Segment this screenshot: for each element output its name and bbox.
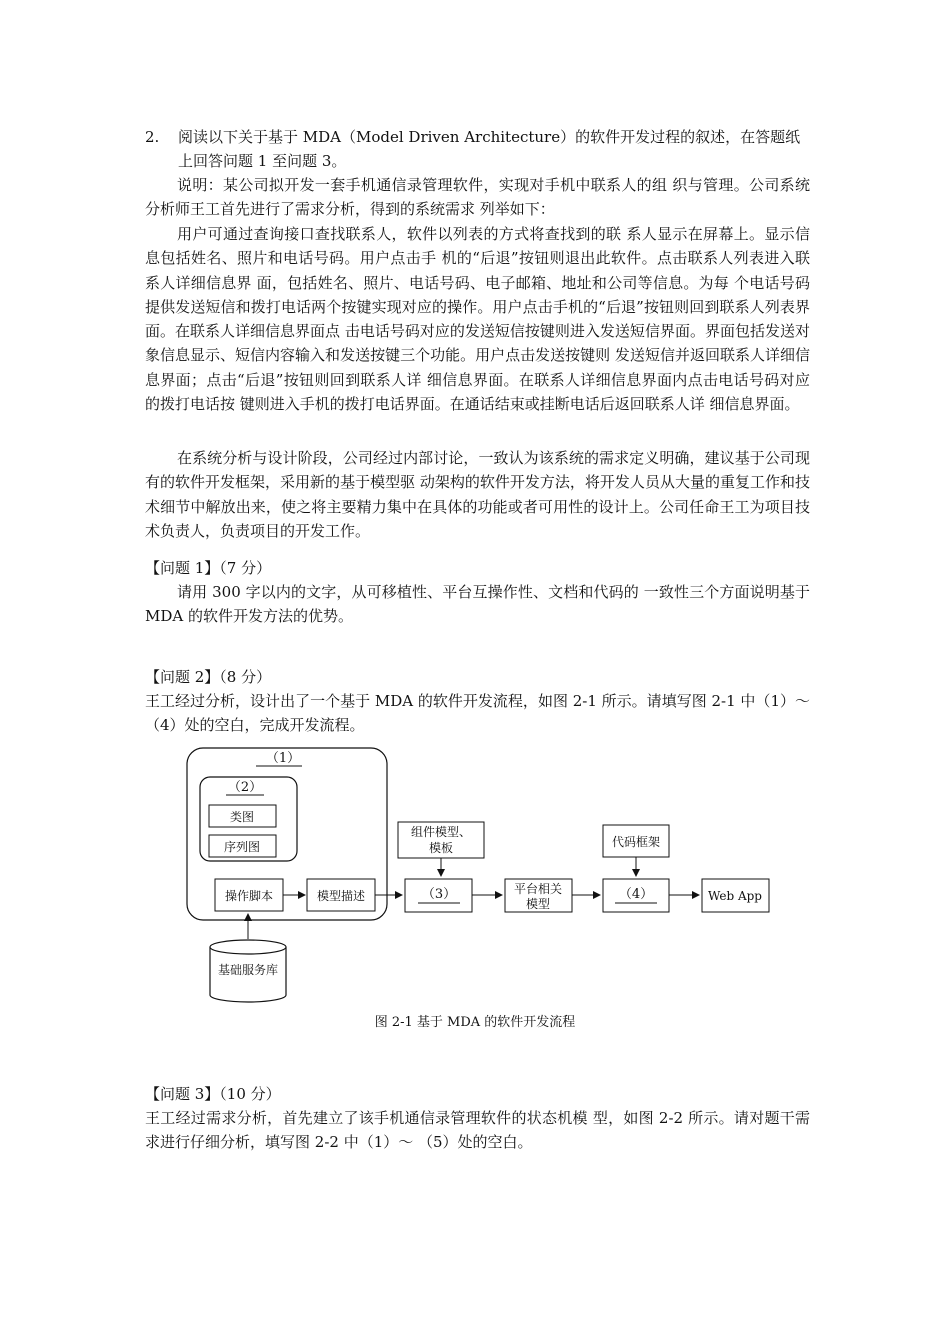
code-framework-label: 代码框架 [611, 835, 661, 849]
question-intro: 阅读以下关于基于 MDA（Model Driven Architecture）的软件开发过程的叙述，在答题纸上回答问题 1 至问题 3。 [178, 128, 801, 170]
sequence-diagram-label: 序列图 [223, 840, 261, 854]
question-2-text: 王工经过分析，设计出了一个基于 MDA 的软件开发流程，如图 2-1 所示。请填写图 2-1 中（1）～（4）处的空白，完成开发流程。 [145, 692, 810, 735]
platform-model-label-line1: 平台相关 [513, 882, 563, 896]
blank-3-label: （3） [421, 887, 457, 902]
blank-4-label: （4） [618, 887, 654, 902]
inner-blank-label: （2） [227, 780, 263, 795]
operation-script-label: 操作脚本 [224, 889, 274, 903]
component-model-label-line2: 模板 [428, 841, 454, 855]
figure-caption: 图 2-1 基于 MDA 的软件开发流程 [374, 1015, 576, 1030]
class-diagram-label: 类图 [229, 810, 255, 824]
mda-flow-diagram [180, 742, 780, 1007]
outer-blank-label: （1） [265, 751, 301, 766]
question-1-heading: 【问题 1】（7 分） [145, 559, 272, 577]
platform-model-label-line2: 模型 [525, 897, 551, 911]
question-3-heading: 【问题 3】（10 分） [145, 1085, 281, 1103]
question-1-text: 请用 300 字以内的文字，从可移植性、平台互操作性、文档和代码的 一致性三个方面说明基于 MDA 的软件开发方法的优势。 [145, 583, 810, 626]
question-3-text: 王工经过需求分析，首先建立了该手机通信录管理软件的状态机模 型，如图 2-2 所示。请对题干需求进行仔细分析，填写图 2-2 中（1）～ （5）处的空白。 [145, 1109, 810, 1152]
question-2-heading: 【问题 2】（8 分） [145, 668, 272, 686]
analysis-paragraph: 在系统分析与设计阶段，公司经过内部讨论，一致认为该系统的需求定义明确，建议基于公司现有的软件开发框架，采用新的基于模型驱 动架构的软件开发方法，将开发人员从大量的重复工作和技术细节中解放出来，使之将主要精力集中在具体的功能或者可用性的设计上。公司任命王工为项目技术负责人，负责项目的开发工作。 [145, 449, 810, 540]
component-model-label-line1: 组件模型、 [410, 825, 472, 839]
question-number: 2. [145, 128, 160, 146]
description-paragraph: 说明：某公司拟开发一套手机通信录管理软件，实现对手机中联系人的组 织与管理。公司系统分析师王工首先进行了需求分析，得到的系统需求 列举如下： [145, 176, 810, 219]
service-library-label: 基础服务库 [217, 963, 279, 977]
web-app-label: Web App [708, 889, 762, 903]
model-description-label: 模型描述 [316, 889, 366, 903]
requirements-paragraph: 用户可通过查询接口查找联系人，软件以列表的方式将查找到的联 系人显示在屏幕上。显示信息包括姓名、照片和电话号码。用户点击手 机的“后退”按钮则退出此软件。点击联系人列表进入联系人详细信息界 面，包括姓名、照片、电话号码、电子邮箱、地址和公司等信息。为每 个电话号码提供发送短信和拨打电话两个按键实现对应的操作。用户点击手机的“后退”按钮则回到联系人列表界面。在联系人详细信息界面点 击电话号码对应的发送短信按键则进入发送短信界面。界面包括发送对 象信息显示、短信内容输入和发送按键三个功能。用户点击发送按键则 发送短信并返回联系人详细信息界面；点击“后退”按钮则回到联系人详 细信息界面。在联系人详细信息界面内点击电话号码对应的拨打电话按 键则进入手机的拨打电话界面。在通话结束或挂断电话后返回联系人详 细信息界面。 [145, 225, 810, 414]
